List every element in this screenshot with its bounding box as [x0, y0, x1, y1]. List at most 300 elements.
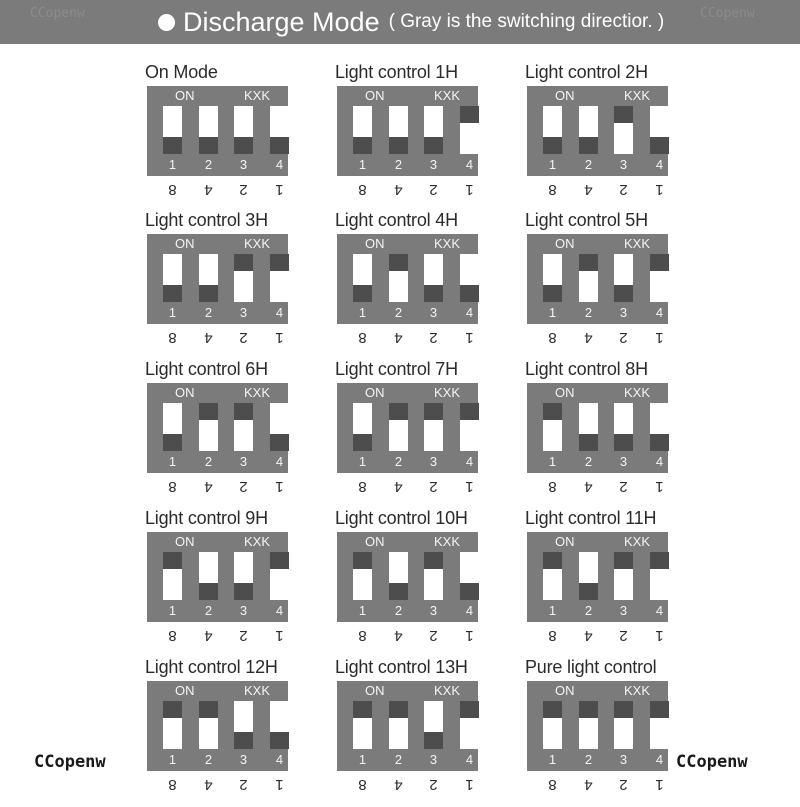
dip-switch-2	[579, 552, 598, 600]
switch-knob	[163, 285, 182, 302]
switch-weight: 2	[429, 329, 438, 346]
switch-weight: 2	[429, 627, 438, 644]
switch-knob	[353, 137, 372, 154]
watermark-left: CCopenw	[34, 752, 106, 772]
on-label: ON	[365, 88, 385, 103]
switch-number: 3	[619, 752, 628, 767]
switch-number: 3	[239, 454, 248, 469]
dip-switch-panel	[337, 234, 478, 324]
switch-weight: 1	[465, 478, 474, 495]
dip-switch-1	[543, 552, 562, 600]
dip-switch-3	[234, 106, 253, 154]
switch-weight: 8	[548, 627, 557, 644]
switch-weight: 4	[394, 627, 403, 644]
dip-switch-4	[270, 106, 289, 154]
switch-weight: 2	[429, 181, 438, 198]
switch-number: 3	[429, 157, 438, 172]
switch-number: 2	[394, 603, 403, 618]
mode-title: Light control 4H	[335, 210, 458, 230]
switch-knob	[234, 732, 253, 749]
switch-weight: 4	[204, 776, 213, 793]
dip-switch-4	[650, 106, 669, 154]
switch-number: 4	[655, 603, 664, 618]
dip-switch-4	[270, 403, 289, 451]
mode-title: Light control 3H	[145, 210, 268, 230]
switch-weight: 4	[204, 181, 213, 198]
switch-knob	[460, 583, 479, 600]
switch-number: 2	[204, 157, 213, 172]
dip-switch-3	[424, 552, 443, 600]
switch-knob	[389, 254, 408, 271]
switch-number: 2	[584, 603, 593, 618]
switch-number: 3	[239, 305, 248, 320]
switch-weight: 4	[584, 181, 593, 198]
switch-knob	[614, 434, 633, 451]
on-label: ON	[555, 385, 575, 400]
on-label: ON	[365, 236, 385, 251]
dip-switch-2	[389, 403, 408, 451]
dip-switch-1	[163, 254, 182, 302]
switch-weight: 8	[358, 478, 367, 495]
switch-number: 3	[429, 305, 438, 320]
switch-weight: 2	[429, 776, 438, 793]
dip-switch-2	[389, 106, 408, 154]
switch-weight: 2	[429, 478, 438, 495]
on-label: ON	[175, 88, 195, 103]
switch-knob	[163, 137, 182, 154]
dip-switch-1	[543, 403, 562, 451]
dip-switch-panel	[147, 681, 288, 771]
switch-knob	[614, 285, 633, 302]
switch-number: 4	[655, 752, 664, 767]
switch-knob	[389, 137, 408, 154]
switch-number: 3	[619, 157, 628, 172]
dip-switch-panel	[147, 86, 288, 176]
dip-switch-4	[460, 254, 479, 302]
switch-number: 1	[548, 305, 557, 320]
switch-knob	[460, 701, 479, 718]
on-label: ON	[365, 683, 385, 698]
mode-cell	[145, 359, 300, 509]
dip-switch-2	[199, 403, 218, 451]
switch-number: 1	[548, 752, 557, 767]
switch-number: 4	[465, 603, 474, 618]
mode-title: Light control 10H	[335, 508, 468, 528]
dip-switch-3	[614, 254, 633, 302]
dip-switch-panel	[527, 383, 668, 473]
switch-weight: 2	[619, 181, 628, 198]
switch-number: 2	[394, 157, 403, 172]
dip-switch-panel	[527, 532, 668, 622]
mode-title: Light control 2H	[525, 62, 648, 82]
switch-number: 2	[204, 454, 213, 469]
switch-number: 1	[168, 752, 177, 767]
switch-number: 2	[394, 305, 403, 320]
switch-knob	[424, 285, 443, 302]
switch-knob	[389, 403, 408, 420]
mode-cell	[525, 359, 680, 509]
switch-number: 4	[655, 157, 664, 172]
dip-switch-panel	[337, 681, 478, 771]
dip-switch-2	[389, 701, 408, 749]
switch-knob	[650, 137, 669, 154]
switch-number: 3	[619, 305, 628, 320]
switch-weight: 4	[394, 776, 403, 793]
dip-switch-panel	[527, 681, 668, 771]
switch-knob	[270, 254, 289, 271]
dip-switch-1	[543, 106, 562, 154]
switch-knob	[199, 583, 218, 600]
switch-number: 3	[429, 454, 438, 469]
switch-knob	[234, 254, 253, 271]
dip-switch-4	[650, 254, 669, 302]
dip-switch-2	[199, 552, 218, 600]
switch-weight: 4	[584, 627, 593, 644]
switch-weight: 1	[275, 776, 284, 793]
dip-switch-3	[614, 403, 633, 451]
switch-weight: 1	[465, 329, 474, 346]
switch-knob	[163, 552, 182, 569]
switch-knob	[579, 434, 598, 451]
switch-weight: 1	[465, 776, 474, 793]
switch-knob	[234, 137, 253, 154]
switch-weight: 4	[584, 329, 593, 346]
mode-title: Light control 13H	[335, 657, 468, 677]
dip-switch-panel	[527, 86, 668, 176]
on-label: ON	[555, 534, 575, 549]
switch-weight: 1	[655, 329, 664, 346]
switch-number: 2	[584, 305, 593, 320]
switch-knob	[579, 254, 598, 271]
switch-knob	[424, 732, 443, 749]
switch-number: 3	[619, 603, 628, 618]
brand-label: KXK	[434, 236, 461, 251]
switch-knob	[579, 701, 598, 718]
switch-number: 3	[239, 157, 248, 172]
mode-cell	[145, 657, 300, 807]
mode-title: Pure light control	[525, 657, 657, 677]
switch-number: 3	[429, 603, 438, 618]
dip-switch-2	[579, 106, 598, 154]
dip-switch-4	[270, 254, 289, 302]
brand-label: KXK	[624, 534, 651, 549]
dip-switch-panel	[337, 383, 478, 473]
dip-switch-3	[424, 403, 443, 451]
dip-switch-1	[353, 106, 372, 154]
switch-knob	[650, 701, 669, 718]
dip-switch-2	[579, 701, 598, 749]
switch-weight: 4	[584, 776, 593, 793]
switch-number: 1	[548, 454, 557, 469]
mode-cell	[525, 210, 680, 360]
switch-weight: 8	[548, 478, 557, 495]
dip-switch-panel	[527, 234, 668, 324]
switch-weight: 8	[548, 329, 557, 346]
header-watermark-left: CCopenw	[30, 6, 85, 21]
switch-number: 4	[275, 603, 284, 618]
on-label: ON	[555, 683, 575, 698]
switch-knob	[650, 434, 669, 451]
dip-switch-4	[460, 701, 479, 749]
mode-title: Light control 12H	[145, 657, 278, 677]
brand-label: KXK	[244, 534, 271, 549]
switch-knob	[389, 583, 408, 600]
on-label: ON	[365, 385, 385, 400]
switch-number: 1	[358, 454, 367, 469]
switch-knob	[579, 137, 598, 154]
switch-number: 1	[168, 603, 177, 618]
switch-knob	[234, 583, 253, 600]
switch-knob	[460, 403, 479, 420]
switch-number: 4	[465, 752, 474, 767]
switch-weight: 8	[168, 627, 177, 644]
dip-switch-3	[234, 403, 253, 451]
switch-weight: 4	[204, 478, 213, 495]
switch-knob	[199, 285, 218, 302]
on-label: ON	[175, 385, 195, 400]
mode-cell	[335, 359, 490, 509]
page-title: Discharge Mode	[183, 6, 380, 37]
mode-title: Light control 6H	[145, 359, 268, 379]
switch-knob	[460, 106, 479, 123]
switch-weight: 8	[358, 329, 367, 346]
dip-switch-1	[353, 403, 372, 451]
dip-switch-2	[579, 403, 598, 451]
switch-weight: 4	[394, 181, 403, 198]
switch-weight: 2	[239, 478, 248, 495]
on-label: ON	[175, 683, 195, 698]
switch-number: 3	[239, 603, 248, 618]
mode-title: Light control 7H	[335, 359, 458, 379]
switch-knob	[543, 552, 562, 569]
switch-weight: 8	[168, 776, 177, 793]
switch-knob	[270, 137, 289, 154]
switch-number: 2	[584, 157, 593, 172]
bullet-dot-icon	[158, 14, 175, 31]
switch-number: 1	[358, 752, 367, 767]
dip-switch-4	[650, 701, 669, 749]
switch-weight: 1	[655, 776, 664, 793]
switch-number: 2	[584, 454, 593, 469]
dip-switch-2	[199, 106, 218, 154]
switch-knob	[270, 552, 289, 569]
switch-number: 4	[275, 157, 284, 172]
switch-knob	[614, 701, 633, 718]
switch-knob	[199, 403, 218, 420]
mode-title: Light control 11H	[525, 508, 657, 528]
switch-knob	[424, 552, 443, 569]
dip-switch-3	[614, 701, 633, 749]
switch-weight: 4	[204, 627, 213, 644]
switch-knob	[614, 106, 633, 123]
mode-cell	[145, 508, 300, 658]
switch-weight: 1	[655, 181, 664, 198]
brand-label: KXK	[434, 683, 461, 698]
switch-weight: 2	[239, 776, 248, 793]
switch-number: 4	[655, 305, 664, 320]
switch-knob	[460, 285, 479, 302]
mode-cell	[335, 62, 490, 212]
dip-switch-1	[353, 552, 372, 600]
brand-label: KXK	[434, 534, 461, 549]
dip-switch-2	[579, 254, 598, 302]
switch-weight: 1	[275, 627, 284, 644]
dip-switch-1	[163, 552, 182, 600]
switch-weight: 4	[204, 329, 213, 346]
mode-title: Light control 5H	[525, 210, 648, 230]
switch-weight: 8	[358, 627, 367, 644]
switch-knob	[579, 583, 598, 600]
switch-number: 4	[275, 305, 284, 320]
mode-title: Light control 1H	[335, 62, 458, 82]
switch-knob	[353, 434, 372, 451]
switch-knob	[543, 701, 562, 718]
on-label: ON	[555, 236, 575, 251]
brand-label: KXK	[624, 88, 651, 103]
dip-switch-2	[199, 254, 218, 302]
dip-switch-4	[460, 403, 479, 451]
dip-switch-4	[460, 106, 479, 154]
switch-number: 2	[394, 454, 403, 469]
mode-cell	[525, 62, 680, 212]
brand-label: KXK	[434, 385, 461, 400]
switch-weight: 1	[655, 478, 664, 495]
switch-number: 2	[204, 603, 213, 618]
switch-weight: 1	[275, 329, 284, 346]
dip-switch-3	[234, 254, 253, 302]
header-bar	[0, 0, 800, 44]
switch-knob	[650, 254, 669, 271]
mode-cell	[145, 210, 300, 360]
switch-number: 3	[619, 454, 628, 469]
switch-weight: 4	[584, 478, 593, 495]
switch-weight: 1	[465, 181, 474, 198]
switch-number: 4	[655, 454, 664, 469]
brand-label: KXK	[244, 683, 271, 698]
brand-label: KXK	[244, 236, 271, 251]
dip-switch-4	[460, 552, 479, 600]
switch-weight: 2	[619, 478, 628, 495]
dip-switch-panel	[337, 86, 478, 176]
switch-weight: 2	[619, 627, 628, 644]
switch-knob	[199, 701, 218, 718]
switch-weight: 8	[358, 776, 367, 793]
switch-number: 2	[584, 752, 593, 767]
switch-knob	[353, 552, 372, 569]
mode-title: On Mode	[145, 62, 218, 82]
dip-switch-4	[650, 552, 669, 600]
switch-weight: 8	[548, 776, 557, 793]
on-label: ON	[365, 534, 385, 549]
dip-switch-3	[234, 552, 253, 600]
switch-number: 2	[394, 752, 403, 767]
switch-weight: 1	[275, 478, 284, 495]
switch-weight: 8	[168, 478, 177, 495]
mode-cell	[335, 210, 490, 360]
header-content	[158, 4, 664, 40]
dip-switch-panel	[147, 234, 288, 324]
header-watermark-right: CCopenw	[700, 6, 755, 21]
switch-knob	[163, 434, 182, 451]
switch-number: 1	[168, 157, 177, 172]
brand-label: KXK	[434, 88, 461, 103]
switch-weight: 8	[548, 181, 557, 198]
switch-number: 4	[465, 454, 474, 469]
switch-weight: 1	[465, 627, 474, 644]
switch-weight: 8	[358, 181, 367, 198]
dip-switch-1	[353, 701, 372, 749]
dip-switch-panel	[147, 532, 288, 622]
switch-knob	[270, 732, 289, 749]
switch-knob	[543, 403, 562, 420]
brand-label: KXK	[244, 385, 271, 400]
dip-switch-3	[614, 106, 633, 154]
dip-switch-4	[270, 552, 289, 600]
dip-switch-1	[163, 701, 182, 749]
mode-cell	[145, 62, 300, 212]
on-label: ON	[175, 236, 195, 251]
switch-number: 1	[548, 157, 557, 172]
page-subtitle: ( Gray is the switching directior. )	[388, 11, 665, 32]
switch-knob	[614, 552, 633, 569]
switch-number: 2	[204, 305, 213, 320]
on-label: ON	[555, 88, 575, 103]
switch-number: 1	[358, 603, 367, 618]
dip-switch-3	[424, 254, 443, 302]
switch-knob	[424, 403, 443, 420]
dip-switch-4	[650, 403, 669, 451]
switch-knob	[163, 701, 182, 718]
switch-weight: 4	[394, 478, 403, 495]
dip-switch-3	[614, 552, 633, 600]
brand-label: KXK	[624, 236, 651, 251]
switch-knob	[199, 137, 218, 154]
switch-number: 3	[429, 752, 438, 767]
switch-number: 1	[168, 305, 177, 320]
dip-switch-1	[543, 254, 562, 302]
switch-number: 4	[275, 454, 284, 469]
dip-switch-2	[389, 552, 408, 600]
dip-switch-panel	[337, 532, 478, 622]
switch-number: 1	[358, 305, 367, 320]
mode-title: Light control 9H	[145, 508, 268, 528]
mode-cell	[335, 657, 490, 807]
watermark-right: CCopenw	[676, 752, 748, 772]
dip-switch-3	[424, 106, 443, 154]
switch-number: 1	[548, 603, 557, 618]
switch-weight: 2	[239, 181, 248, 198]
switch-knob	[650, 552, 669, 569]
switch-number: 3	[239, 752, 248, 767]
switch-weight: 8	[168, 329, 177, 346]
dip-switch-1	[163, 403, 182, 451]
switch-number: 2	[204, 752, 213, 767]
mode-title: Light control 8H	[525, 359, 648, 379]
brand-label: KXK	[624, 385, 651, 400]
switch-weight: 2	[239, 627, 248, 644]
switch-number: 4	[465, 157, 474, 172]
dip-switch-3	[234, 701, 253, 749]
switch-weight: 2	[619, 329, 628, 346]
switch-number: 1	[358, 157, 367, 172]
switch-knob	[543, 285, 562, 302]
on-label: ON	[175, 534, 195, 549]
mode-cell	[335, 508, 490, 658]
switch-knob	[353, 285, 372, 302]
brand-label: KXK	[624, 683, 651, 698]
dip-switch-1	[163, 106, 182, 154]
dip-switch-1	[543, 701, 562, 749]
